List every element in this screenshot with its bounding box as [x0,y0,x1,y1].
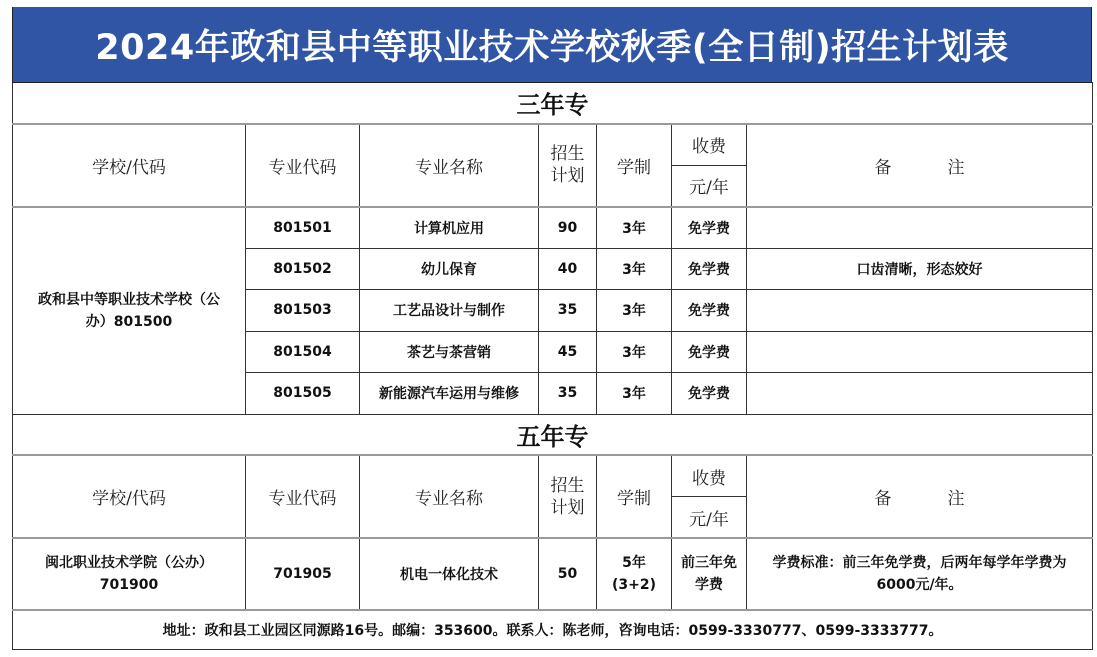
section-title: 三年专 [13,83,1093,124]
major-name: 工艺品设计与制作 [360,290,539,332]
header-duration: 学制 [597,455,672,538]
header-school-code: 学校/代码 [13,455,246,538]
column-header-row [13,124,1093,166]
plan-count: 90 [539,207,597,249]
remark [747,331,1093,373]
major-code: 801505 [246,373,360,415]
remark: 口齿清晰，形态姣好 [747,248,1093,290]
header-school-code: 学校/代码 [13,124,246,207]
header-plan: 招生 计划 [539,124,597,207]
page-title: 2024年政和县中等职业技术学校秋季(全日制)招生计划表 [12,7,1092,82]
duration: 3年 [597,331,672,373]
remark: 学费标准：前三年免学费，后两年每学年学费为 6000元/年。 [747,538,1093,610]
footer-row [13,610,1093,649]
enrollment-table [12,82,1093,650]
plan-count: 35 [539,373,597,415]
major-code: 801503 [246,290,360,332]
duration: 3年 [597,248,672,290]
plan-count: 35 [539,290,597,332]
column-header-row [13,455,1093,497]
fee: 免学费 [672,207,747,249]
section-header-three-year [13,83,1093,124]
header-fee: 收费 [672,455,747,497]
table-row [13,207,1093,249]
major-code: 701905 [246,538,360,610]
header-major-name: 专业名称 [360,455,539,538]
header-remark: 备 注 [747,455,1093,538]
duration: 3年 [597,207,672,249]
duration: 3年 [597,373,672,415]
fee: 免学费 [672,248,747,290]
duration: 5年 (3+2) [597,538,672,610]
fee: 免学费 [672,331,747,373]
major-name: 茶艺与茶营销 [360,331,539,373]
remark [747,207,1093,249]
major-code: 801504 [246,331,360,373]
remark [747,373,1093,415]
plan-count: 50 [539,538,597,610]
header-duration: 学制 [597,124,672,207]
contact-info: 地址：政和县工业园区同源路16号。邮编：353600。联系人：陈老师，咨询电话：0599-3330777、0599-3333777。 [13,610,1093,649]
plan-count: 45 [539,331,597,373]
major-name: 幼儿保育 [360,248,539,290]
header-fee-unit: 元/年 [672,165,747,207]
school-name-code: 政和县中等职业技术学校（公 办）801500 [13,207,246,415]
duration: 3年 [597,290,672,332]
major-code: 801502 [246,248,360,290]
major-name: 计算机应用 [360,207,539,249]
fee: 免学费 [672,290,747,332]
major-name: 机电一体化技术 [360,538,539,610]
header-major-name: 专业名称 [360,124,539,207]
header-plan: 招生 计划 [539,455,597,538]
header-remark: 备 注 [747,124,1093,207]
fee: 免学费 [672,373,747,415]
major-code: 801501 [246,207,360,249]
section-header-five-year [13,414,1093,455]
fee: 前三年免 学费 [672,538,747,610]
table-row [13,538,1093,610]
header-fee-unit: 元/年 [672,497,747,539]
school-name-code: 闽北职业技术学院（公办） 701900 [13,538,246,610]
major-name: 新能源汽车运用与维修 [360,373,539,415]
header-fee: 收费 [672,124,747,166]
enrollment-plan-sheet [12,7,1092,650]
section-title: 五年专 [13,414,1093,455]
header-major-code: 专业代码 [246,124,360,207]
header-major-code: 专业代码 [246,455,360,538]
remark [747,290,1093,332]
plan-count: 40 [539,248,597,290]
